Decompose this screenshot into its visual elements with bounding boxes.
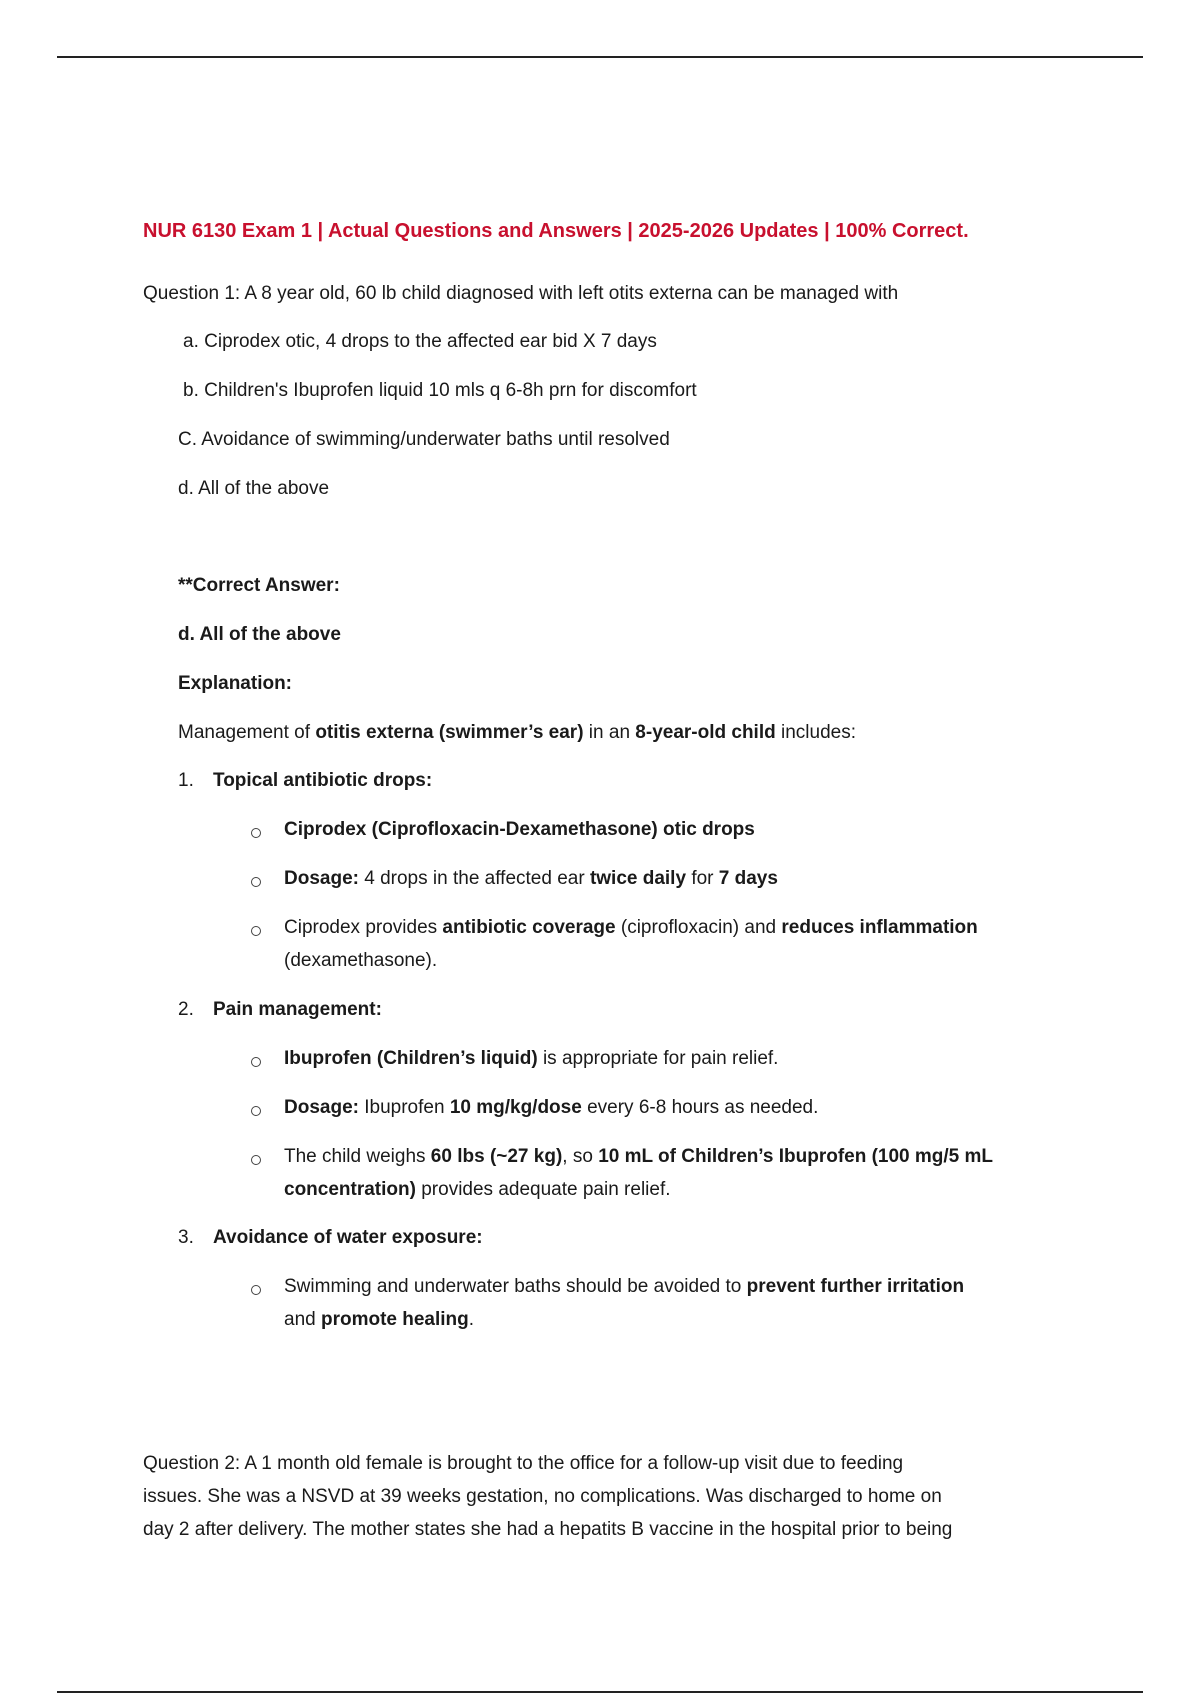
bullet-circle-icon — [251, 1057, 261, 1067]
section-1-heading: Topical antibiotic drops: — [213, 770, 433, 791]
section-1-bullet-1: Ciprodex (Ciprofloxacin-Dexamethasone) otic drops — [284, 819, 755, 840]
header-rule — [57, 56, 1143, 58]
option-a: a. Ciprodex otic, 4 drops to the affected ear bid X 7 days — [183, 331, 657, 352]
correct-answer-value: d. All of the above — [178, 624, 341, 645]
section-2-bullet-3: The child weighs 60 lbs (~27 kg), so 10 mL of Children’s Ibuprofen (100 mg/5 mL — [284, 1146, 994, 1167]
option-c: C. Avoidance of swimming/underwater baths until resolved — [178, 429, 670, 450]
question-2-line-3: day 2 after delivery. The mother states she had a hepatits B vaccine in the hospital prior to being — [143, 1519, 953, 1540]
section-3-number: 3. — [178, 1227, 194, 1248]
explanation-intro: Management of otitis externa (swimmer’s ear) in an 8-year-old child includes: — [178, 722, 856, 743]
question-2-line-2: issues. She was a NSVD at 39 weeks gestation, no complications. Was discharged to home on — [143, 1486, 942, 1507]
question-2-line-1: Question 2: A 1 month old female is brought to the office for a follow-up visit due to feeding — [143, 1453, 904, 1474]
bullet-circle-icon — [251, 828, 261, 838]
section-2-bullet-2: Dosage: Ibuprofen 10 mg/kg/dose every 6-8 hours as needed. — [284, 1097, 819, 1118]
bullet-circle-icon — [251, 926, 261, 936]
section-1-bullet-2: Dosage: 4 drops in the affected ear twice daily for 7 days — [284, 868, 778, 889]
section-3-bullet-1-cont: and promote healing. — [284, 1309, 475, 1330]
footer-rule — [57, 1691, 1143, 1693]
bullet-circle-icon — [251, 1155, 261, 1165]
bullet-circle-icon — [251, 877, 261, 887]
option-d: d. All of the above — [178, 478, 330, 499]
section-2-bullet-1: Ibuprofen (Children’s liquid) is appropriate for pain relief. — [284, 1048, 779, 1069]
bullet-circle-icon — [251, 1106, 261, 1116]
section-2-bullet-3-cont: concentration) provides adequate pain relief. — [284, 1179, 671, 1200]
correct-answer-label: **Correct Answer: — [178, 575, 340, 596]
bullet-circle-icon — [251, 1285, 261, 1295]
section-3-bullet-1: Swimming and underwater baths should be avoided to prevent further irritation — [284, 1276, 965, 1297]
section-3-heading: Avoidance of water exposure: — [213, 1227, 483, 1248]
option-b: b. Children's Ibuprofen liquid 10 mls q 6-8h prn for discomfort — [183, 380, 697, 401]
explanation-label: Explanation: — [178, 673, 293, 694]
question-1-stem: Question 1: A 8 year old, 60 lb child diagnosed with left otits externa can be managed with — [143, 283, 899, 304]
section-2-number: 2. — [178, 999, 194, 1020]
section-1-bullet-3: Ciprodex provides antibiotic coverage (ciprofloxacin) and reduces inflammation — [284, 917, 978, 938]
section-2-heading: Pain management: — [213, 999, 382, 1020]
document-title: NUR 6130 Exam 1 | Actual Questions and Answers | 2025-2026 Updates | 100% Correct. — [143, 220, 969, 242]
section-1-bullet-3-cont: (dexamethasone). — [284, 950, 438, 971]
section-1-number: 1. — [178, 770, 194, 791]
